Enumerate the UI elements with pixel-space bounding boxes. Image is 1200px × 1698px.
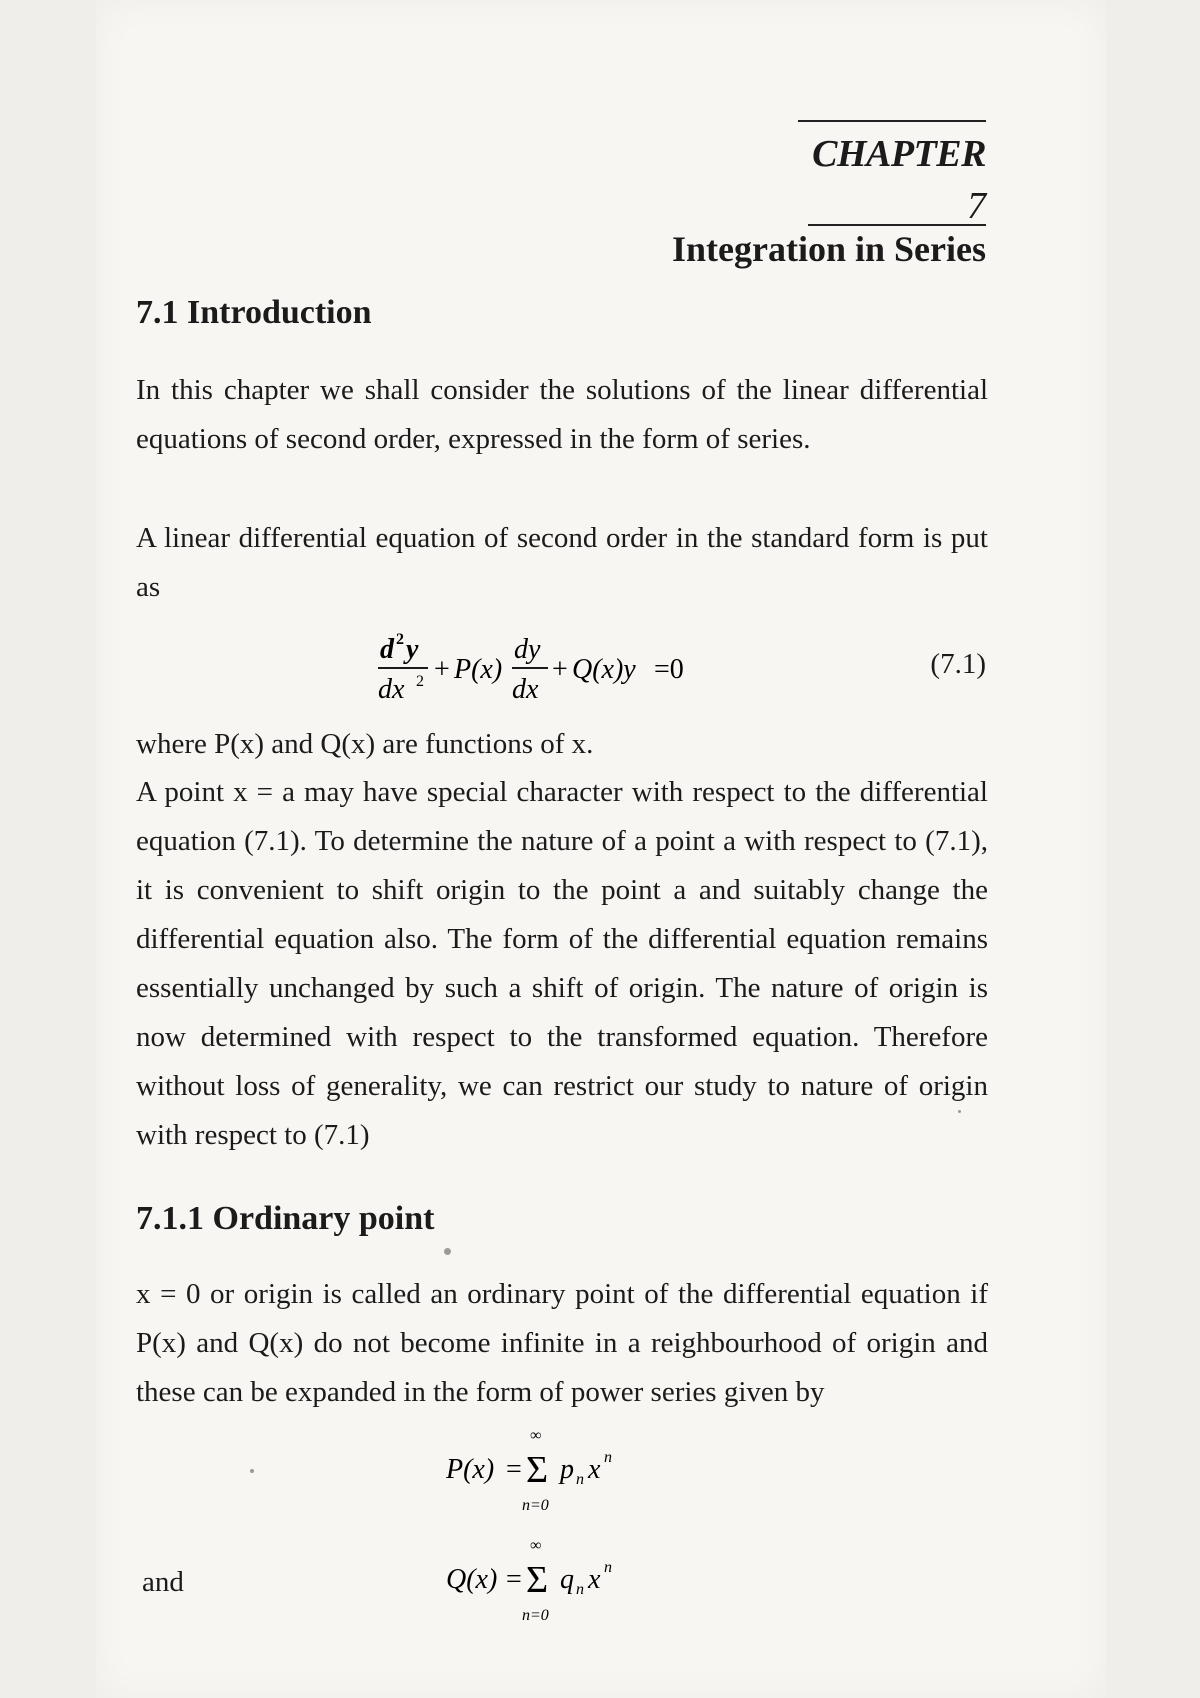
scanned-page bbox=[96, 0, 1106, 1698]
series-Q-equals: = bbox=[506, 1564, 522, 1595]
eq-y: y bbox=[406, 634, 419, 665]
paragraph-standard-form: A linear differential equation of second order in the standard form is put as bbox=[136, 522, 988, 603]
series-Q-lhs: Q(x) bbox=[446, 1564, 498, 1595]
section-heading-ordinary-point: 7.1.1 Ordinary point bbox=[136, 1200, 435, 1237]
series-P-x: x bbox=[588, 1454, 601, 1485]
series-Q-sub: n bbox=[576, 1581, 584, 1598]
section-heading-introduction: 7.1 Introduction bbox=[136, 294, 372, 331]
series-P-upper: ∞ bbox=[530, 1427, 542, 1444]
paragraph-special-point: A point x = a may have special character with respect to the differential equation (7.1). To determine the nature of a point a with respect to (7.1), it is convenient to shift origin to the point a and suitably change the differential equation also. The form of the differential equation remains essentially unchanged by such a shift of origin. The nature of origin is now determined with respect to the transformed equation. Therefore without loss of generality, we can restrict our study to nature of origin with respect to (7.1) bbox=[136, 776, 988, 1151]
eq-superscript-2: 2 bbox=[396, 631, 404, 648]
chapter-number: 7 bbox=[967, 185, 986, 227]
series-P-lower: n=0 bbox=[522, 1497, 549, 1514]
equation-7-1 bbox=[376, 622, 756, 712]
series-Q-graphic bbox=[446, 1528, 666, 1628]
eq-denominator-power: 2 bbox=[416, 673, 424, 690]
chapter-rule-bottom bbox=[808, 224, 986, 226]
series-P-lhs: P(x) bbox=[446, 1454, 495, 1485]
series-Q-sigma: Σ bbox=[526, 1559, 549, 1601]
equation-7-1-graphic bbox=[376, 622, 756, 712]
eq-Px: P(x) bbox=[454, 654, 503, 685]
eq-plus-2: + bbox=[552, 654, 568, 685]
series-Q-pow: n bbox=[604, 1559, 612, 1576]
paragraph-ordinary-point: x = 0 or origin is called an ordinary point of the differential equation if P(x) and Q(x) do not become infinite in a reighbourhood of origin and these can be expanded in the form of power series given by bbox=[136, 1278, 988, 1408]
paragraph-intro: In this chapter we shall consider the solutions of the linear differential equations of second order, expressed in the form of series. bbox=[136, 374, 988, 455]
series-P-pow: n bbox=[604, 1449, 612, 1466]
eq-denominator: dx bbox=[378, 674, 405, 705]
chapter-title: Integration in Series bbox=[672, 229, 986, 269]
series-Q-lower: n=0 bbox=[522, 1607, 549, 1624]
series-Q-coef: q bbox=[560, 1564, 574, 1595]
series-Q bbox=[446, 1528, 666, 1628]
scan-speck bbox=[958, 1110, 961, 1113]
eq-d-numerator: d bbox=[380, 634, 394, 665]
eq-dy: dy bbox=[514, 634, 541, 665]
eq-dx: dx bbox=[512, 674, 539, 705]
series-P-graphic bbox=[446, 1418, 666, 1518]
scan-speck bbox=[250, 1469, 254, 1473]
eq-Qxy: Q(x)y bbox=[572, 654, 636, 685]
series-P-sub: n bbox=[576, 1471, 584, 1488]
eq-plus-1: + bbox=[434, 654, 450, 685]
chapter-rule-top bbox=[798, 120, 986, 122]
scan-speck bbox=[444, 1248, 451, 1255]
series-P bbox=[446, 1418, 666, 1518]
equation-number-7-1: (7.1) bbox=[930, 648, 986, 680]
chapter-label: CHAPTER bbox=[812, 133, 986, 175]
series-Q-x: x bbox=[588, 1564, 601, 1595]
series-P-sigma: Σ bbox=[526, 1449, 549, 1491]
series-P-equals: = bbox=[506, 1454, 522, 1485]
series-Q-upper: ∞ bbox=[530, 1537, 542, 1554]
eq-equals-zero: =0 bbox=[654, 654, 684, 685]
and-label: and bbox=[142, 1566, 184, 1598]
paragraph-functions: where P(x) and Q(x) are functions of x. bbox=[136, 728, 594, 760]
series-P-coef: p bbox=[560, 1454, 574, 1485]
